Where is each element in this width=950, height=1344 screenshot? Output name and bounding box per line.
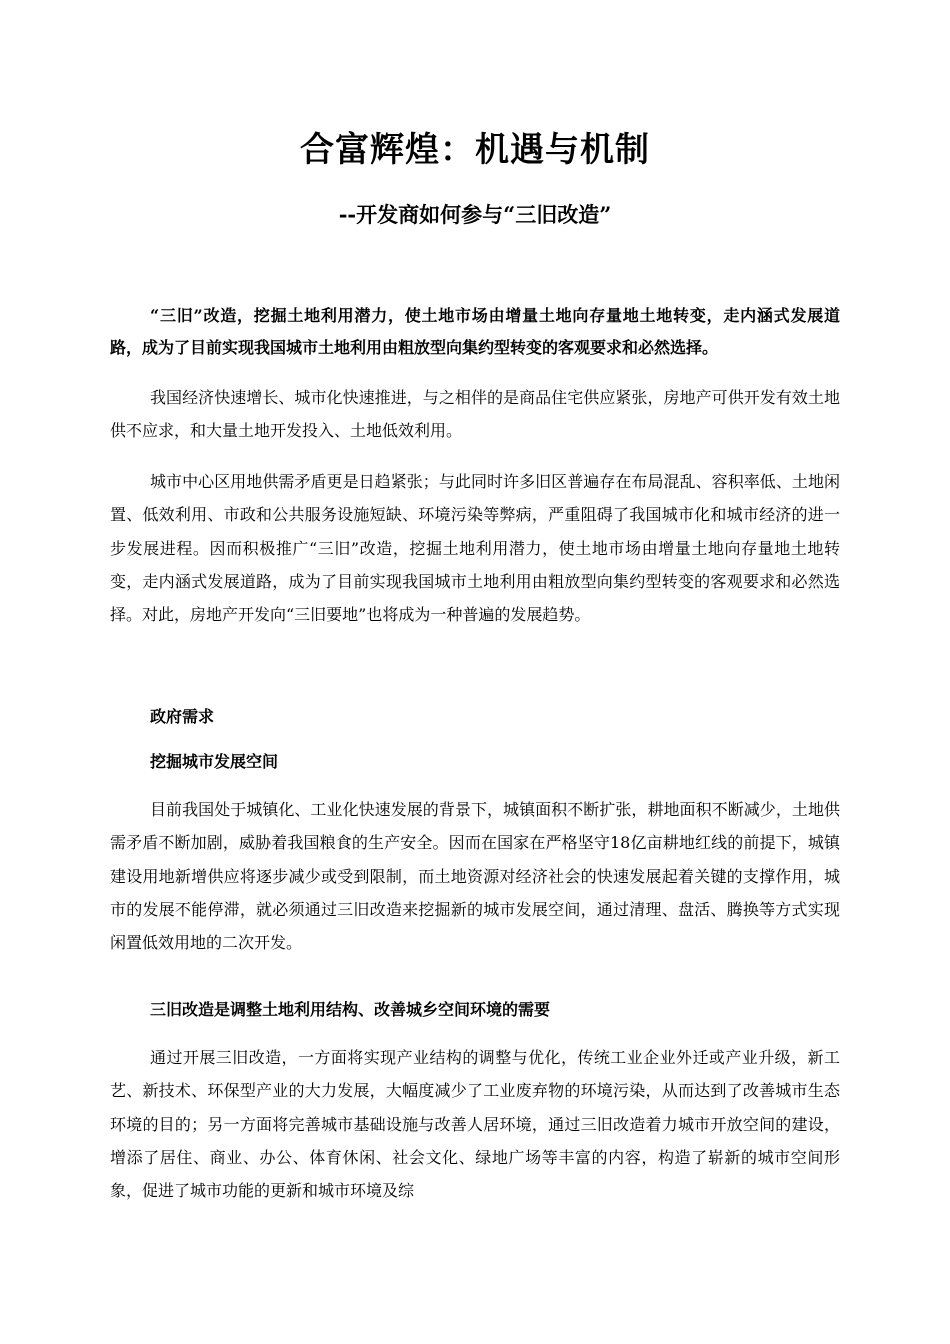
document-subtitle: --开发商如何参与“三旧改造” (338, 202, 612, 227)
subsection-heading-2: 三旧改造是调整土地利用结构、改善城乡空间环境的需要 (150, 1000, 551, 1019)
body-paragraph-1: 我国经济快速增长、城市化快速推进，与之相伴的是商品住宅供应紧张，房地产可供开发有效土地供不应求，和大量土地开发投入、土地低效利用。 (110, 388, 840, 441)
document-title: 合富辉煌：机遇与机制 (300, 130, 650, 170)
lead-paragraph: “三旧”改造，挖掘土地利用潜力，使土地市场由增量土地向存量地土地转变，走内涵式发展道路，成为了目前实现我国城市土地利用由粗放型向集约型转变的客观要求和必然选择。 (110, 306, 840, 357)
section-heading: 政府需求 (150, 707, 215, 726)
subsection-heading-1: 挖掘城市发展空间 (150, 752, 279, 771)
body-paragraph-2: 城市中心区用地供需矛盾更是日趋紧张；与此同时许多旧区普遍存在布局混乱、容积率低、土地闲置、低效利用、市政和公共服务设施短缺、环境污染等弊病，严重阻碍了我国城市化和城市经济的进一步发展进程。因而积极推广“三旧”改造，挖掘土地利用潜力，使土地市场由增量土地向存量地土地转变，走内涵式发展道路，成为了目前实现我国城市土地利用由粗放型向集约型转变的客观要求和必然选择。对此，房地产开发向“三旧要地”也将成为一种普遍的发展趋势。 (110, 472, 840, 625)
subsection-body-2: 通过开展三旧改造，一方面将实现产业结构的调整与优化，传统工业企业外迁或产业升级，新工艺、新技术、环保型产业的大力发展，大幅度减少了工业废弃物的环境污染，从而达到了改善城市生态环境的目的；另一方面将完善城市基础设施与改善人居环境，通过三旧改造着力城市开放空间的建设，增添了居住、商业、办公、体育休闲、社会文化、绿地广场等丰富的内容，构造了崭新的城市空间形象，促进了城市功能的更新和城市环境及综 (110, 1048, 840, 1201)
subsection-body-1: 目前我国处于城镇化、工业化快速发展的背景下，城镇面积不断扩张，耕地面积不断减少，土地供需矛盾不断加剧，威胁着我国粮食的生产安全。因而在国家在严格坚守18亿亩耕地红线的前提下，城镇建设用地新增供应将逐步减少或受到限制，而土地资源对经济社会的快速发展起着关键的支撑作用，城市的发展不能停滞，就必须通过三旧改造来挖掘新的城市发展空间，通过清理、盘活、腾换等方式实现闲置低效用地的二次开发。 (110, 800, 840, 953)
